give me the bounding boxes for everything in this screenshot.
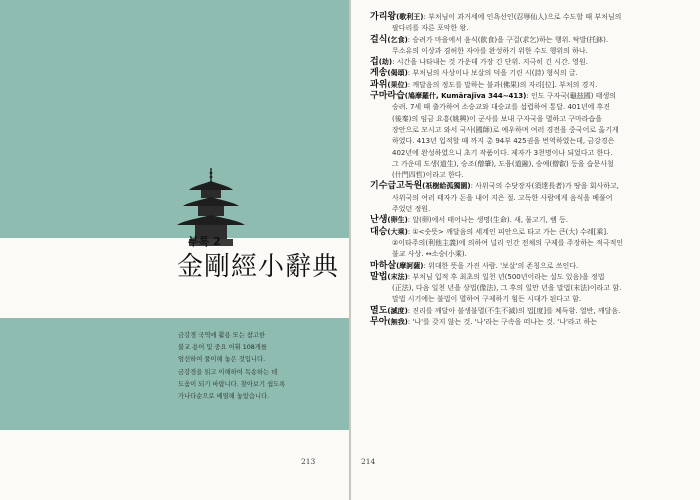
left-page <box>0 0 349 500</box>
intro-line: 금강경을 읽고 이해하여 독송하는 데 <box>178 368 278 376</box>
entry-line: 그 가운데 도생(道生), 승조(僧肇), 도융(道融), 승예(僧叡) 등을 습문사철 <box>392 159 614 168</box>
entry-headword <box>370 262 424 270</box>
headword-hangul: 난생 <box>370 215 388 226</box>
entry-line: 가리왕(歌利王): 부처님이 과거세에 인욕선인(忍辱仙人)으로 수도할 때 부처님의 <box>370 12 622 22</box>
headword-hanja: (滅度) <box>387 306 408 315</box>
definition-text: 진리를 깨달아 불생불멸(不生不滅)의 법[度]를 체득함. 열반, 깨달음. <box>412 306 621 315</box>
headword-hangul: 말법 <box>370 271 388 282</box>
dictionary-entry <box>370 68 695 79</box>
headword-hanja: (偈頌) <box>387 69 408 78</box>
entry-line: 하였다. 413년 입적할 때 까지 총 94부 425권을 번역하였는데, 금강경은 <box>392 137 615 146</box>
entry-headword <box>370 216 408 224</box>
definition-text: ①<숫뜻> 깨달음의 세계인 피안으로 타고 가는 큰(大) 수레[乘]. <box>412 227 609 236</box>
entry-line: 겁(劫): 시간을 나타내는 것 가운데 가장 긴 단위. 지극히 긴 시간. 영원. <box>370 57 588 68</box>
headword-hangul: 가리왕 <box>370 12 397 22</box>
entry-line: 402년에 완성하였으니 초기 작품이다. 제자가 3천명이나 되었다고 한다. <box>392 148 613 157</box>
definition-text: 부처님의 사상이나 보살의 덕을 기린 시(詩) 형식의 글. <box>412 69 578 78</box>
page-title: 金剛經小辭典 <box>177 252 340 282</box>
headword-hanja: (歌利王) <box>396 13 424 21</box>
entry-line: 주었던 정원. <box>392 205 431 214</box>
entry-line: 무소유의 이상과 겸허한 자아를 완성하기 위한 수도 행위의 하나. <box>392 46 588 55</box>
definition-text: 인도 구자국(龜玆國) 태생의 <box>530 92 616 101</box>
definition-text: '나'를 갖지 않는 것. '나'라는 구속을 떠나는 것. '나'라고 하는 <box>412 318 598 327</box>
dictionary-entry <box>370 57 695 68</box>
entry-headword <box>370 58 392 66</box>
dictionary-entry <box>370 181 695 215</box>
entry-headword <box>370 228 408 236</box>
entry-line: 사위국의 여러 태자가 돈을 내어 지은 절. 고독한 사람에게 음식을 베풀어 <box>392 193 613 202</box>
dictionary-entry <box>370 261 695 272</box>
headword-hangul: 멸도 <box>370 305 388 316</box>
headword-hangul: 마하살 <box>370 260 397 271</box>
dictionary-entry <box>370 272 695 306</box>
entry-line: 말법 시기에는 불법이 멸하여 구제하기 힘든 시대가 된다고 함. <box>392 295 582 304</box>
entry-line: 승려. 7세 때 출가하여 소승교와 대승교를 섭렵하여 통달. 401년에 후진 <box>392 103 611 112</box>
entry-line: (正法), 다음 일천 년을 상법(像法), 그 후의 일만 년을 말법(末法)이라고 함. <box>392 284 622 293</box>
entry-line: 무아(無我): '나'를 갖지 않는 것. '나'라는 구속을 떠나는 것. '나'라고 하는 <box>370 317 598 328</box>
definition-text: 시간을 나타내는 것 가운데 가장 긴 단위. 지극히 긴 시간. 영원. <box>396 58 588 67</box>
intro-line: 금강경 국역에 활용 또는 참고한 <box>178 332 266 339</box>
dictionary-entry <box>370 215 695 226</box>
headword-hanja: (乞食) <box>387 35 408 44</box>
entry-line: 마하살(摩訶薩): 위대한 뜻을 가진 사람. '보살'의 존칭으로 쓰인다. <box>370 260 579 271</box>
headword-hanja: (祇樹給孤獨園) <box>422 182 471 191</box>
entry-headword <box>370 182 471 190</box>
entry-headword <box>370 36 408 44</box>
entry-line: 난생(卵生): 알(卵)에서 태어나는 생명(生命). 새, 물고기, 뱀 등. <box>370 215 568 226</box>
entry-headword <box>370 318 408 326</box>
entry-line: 게송(偈頌): 부처님의 사상이나 보살의 덕을 기린 시(詩) 형식의 글. <box>370 68 578 79</box>
entry-headword <box>370 307 408 315</box>
dictionary-entry <box>370 227 695 261</box>
headword-hanja: (摩訶薩) <box>396 261 424 270</box>
dictionary-entry <box>370 12 695 35</box>
entry-line: 대승(大乘): ①<숫뜻> 깨달음의 세계인 피안으로 타고 가는 큰(大) 수레[乘]. <box>370 226 609 237</box>
headword-hanja: (劫) <box>378 58 393 67</box>
headword-hangul: 기수급고독원 <box>370 181 423 192</box>
intro-line: 불교 용어 및 중요 어휘 108개를 <box>178 344 267 352</box>
headword-hangul: 걸식 <box>370 34 388 45</box>
intro-text <box>178 330 336 403</box>
definition-text: 부처님 입적 후 최초의 일천 년(500년이라는 설도 있음)을 정법 <box>412 272 605 281</box>
headword-hanja: (無我) <box>387 318 408 327</box>
intro-line: 가나다순으로 배열해 놓았습니다. <box>178 393 270 401</box>
entry-line: (後秦)의 임금 요흥(姚興)이 군사를 보내 구자국을 멸하고 구마라습을 <box>392 114 603 123</box>
entry-line: ②이타주의(利他主義)에 의하여 널리 인간 전체의 구제를 주장하는 적극적인 <box>392 238 624 247</box>
entry-line: 기수급고독원(祇樹給孤獨園): 사위국의 수닷장자(須達長者)가 땅을 회사하고, <box>370 181 619 192</box>
entry-line: 불교 사상. ↔소승(小乘). <box>392 250 467 259</box>
entry-line: 말법(末法): 부처님 입적 후 최초의 일천 년(500년이라는 설도 있음)을 정법 <box>370 271 605 282</box>
entry-headword <box>370 273 408 281</box>
entry-line: (什門四哲)이라고 한다. <box>392 171 464 180</box>
entry-line: 멸도(滅度): 진리를 깨달아 불생불멸(不生不滅)의 법[度]를 체득함. 열반, 깨달음. <box>370 305 621 316</box>
definition-text: 승려가 마을에서 음식(飮食)을 구걸(求乞)하는 행위. 탁발(托鉢). <box>412 35 609 44</box>
dictionary-entry <box>370 80 695 91</box>
entry-line: 과위(果位): 깨달음의 정도를 말하는 불과(佛果)의 자리[位]. 부처의 경지. <box>370 79 598 90</box>
definition-text: 깨달음의 정도를 말하는 불과(佛果)의 자리[位]. 부처의 경지. <box>412 80 598 89</box>
headword-hanja: (卵生) <box>387 216 408 225</box>
entry-line: 구마라습(鳩摩羅什, Kumārajīva 344~413): 인도 구자국(龜玆國) 태생의 <box>370 91 616 102</box>
headword-hangul: 구마라습 <box>370 91 405 102</box>
headword-hanja: (大乘) <box>387 227 408 236</box>
headword-hanja: (果位) <box>387 80 408 89</box>
headword-hangul: 무아 <box>370 317 388 328</box>
headword-hangul: 겁 <box>370 57 379 68</box>
entry-headword <box>370 69 408 77</box>
entry-headword <box>370 13 424 21</box>
headword-hangul: 대승 <box>370 226 388 237</box>
definition-text: 위대한 뜻을 가진 사람. '보살'의 존칭으로 쓰인다. <box>428 261 579 270</box>
entry-line: 장안으로 모시고 와서 국사(國師)로 예우하며 여러 경전을 중국어로 옮기게 <box>392 125 619 134</box>
headword-hangul: 게송 <box>370 68 388 79</box>
page-number: 214 <box>361 457 376 466</box>
entry-headword <box>370 81 408 89</box>
entry-line: 걸식(乞食): 승려가 마을에서 음식(飮食)을 구걸(求乞)하는 행위. 탁발(托鉢). <box>370 34 609 45</box>
headword-hanja: (末法) <box>387 272 408 281</box>
right-page <box>351 0 700 500</box>
definition-text: 알(卵)에서 태어나는 생명(生命). 새, 물고기, 뱀 등. <box>412 216 568 225</box>
entry-line: 팔다리를 자른 포악한 왕. <box>392 24 469 33</box>
page-number: 213 <box>301 457 316 466</box>
dictionary-entry <box>370 35 695 58</box>
dictionary-entry <box>370 306 695 317</box>
headword-hangul: 과위 <box>370 79 388 90</box>
entry-headword <box>370 92 526 100</box>
definition-text: 사위국의 수닷장자(須達長者)가 땅을 회사하고, <box>475 182 619 191</box>
dictionary-entry <box>370 91 695 181</box>
appendix-label: 부록 2 <box>188 235 221 248</box>
definition-text: 부처님이 과거세에 인욕선인(忍辱仙人)으로 수도할 때 부처님의 <box>428 13 622 21</box>
dictionary-entry <box>370 317 695 328</box>
headword-hanja: (鳩摩羅什, Kumārajīva 344~413) <box>404 92 527 101</box>
intro-line: 도움이 되기 바랍니다. 찾아보기 쉽도록 <box>178 380 286 388</box>
dictionary-entries <box>370 12 695 328</box>
intro-line: 엄선하여 풀이해 놓은 것입니다. <box>178 356 266 364</box>
